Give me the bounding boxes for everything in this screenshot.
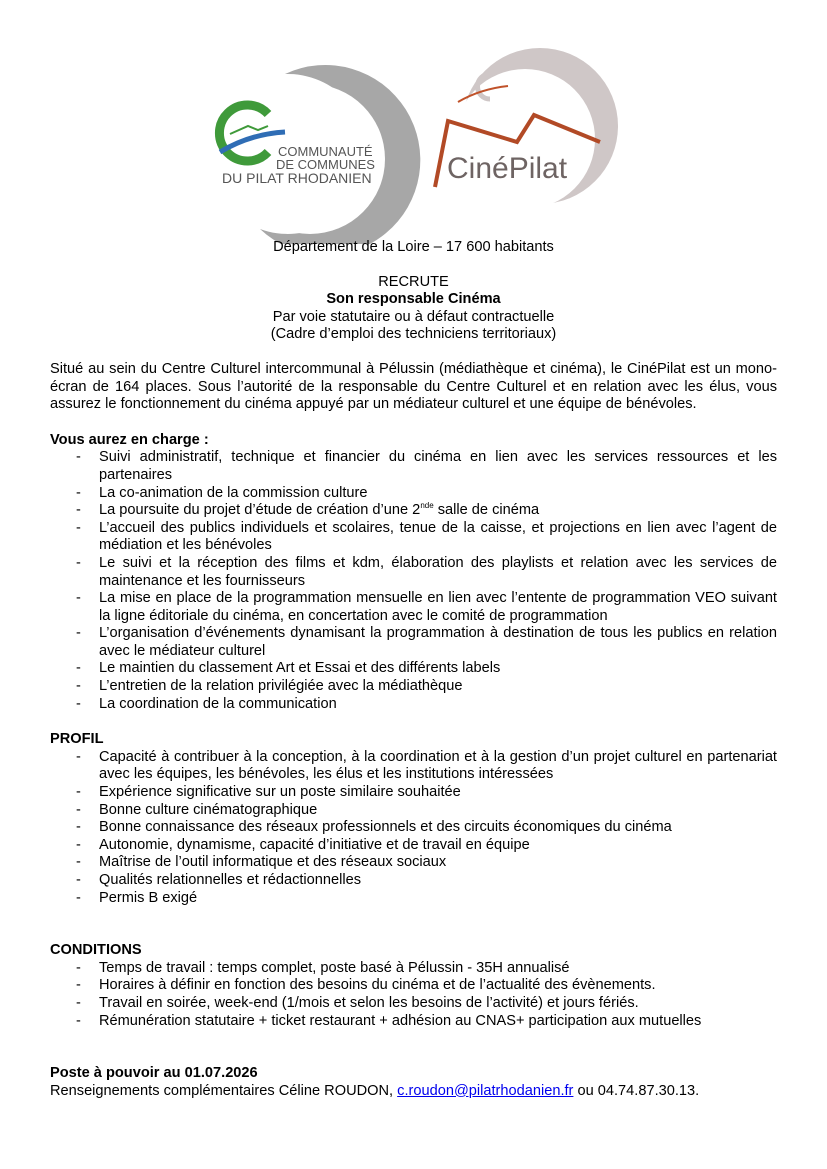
item-text: Expérience significative sur un poste similaire souhaitée bbox=[99, 784, 461, 801]
dash: - bbox=[76, 519, 81, 536]
conditions-heading-text: CONDITIONS bbox=[50, 942, 142, 959]
item-text: Suivi administratif, technique et financier du cinéma en lien avec les services ressources et les partenaires bbox=[99, 449, 777, 483]
dash: - bbox=[76, 1012, 81, 1029]
job-title-text: Son responsable Cinéma bbox=[326, 291, 501, 308]
item-text: Permis B exigé bbox=[99, 889, 198, 906]
dash: - bbox=[76, 554, 81, 571]
recrute-label: RECRUTE bbox=[378, 273, 449, 290]
contact-phone: ou 04.74.87.30.13. bbox=[573, 1082, 700, 1099]
list-item bbox=[50, 819, 777, 837]
item-text: L’organisation d’événements dynamisant la programmation à destination de tous les publics en relation avec le médiateur culturel bbox=[99, 625, 777, 659]
intro-paragraph: Situé au sein du Centre Culturel intercommunal à Pélussin (médiathèque et cinéma), le CinéPilat est un mono-écran de 164 places. Sous l’autorité de la responsable du Centre Culturel et en relation avec les élus, vous assurez le fonctionnement du cinéma appuyé par un médiateur culturel et une équipe de bénévoles. bbox=[50, 360, 777, 413]
ccpr-logo bbox=[219, 65, 420, 244]
dash: - bbox=[76, 872, 81, 888]
dash: - bbox=[76, 854, 81, 871]
profil-list bbox=[50, 749, 777, 907]
list-item bbox=[50, 960, 777, 978]
logos bbox=[210, 44, 630, 244]
item-text: Bonne connaissance des réseaux professionnels et des circuits économiques du cinéma bbox=[99, 819, 672, 836]
item-text: Travail en soirée, week-end (1/mois et selon les besoins de l’activité) et jours fériés. bbox=[99, 994, 639, 1011]
dash: - bbox=[76, 484, 81, 501]
svg-text:CinéPilat: CinéPilat bbox=[447, 152, 568, 185]
item-text: La mise en place de la programmation mensuelle en lien avec l’entente de programmation VEO suivant la ligne éditoriale du cinéma, en concertation avec le comité de programmation bbox=[99, 590, 777, 624]
conditions-list bbox=[50, 960, 777, 1030]
list-item bbox=[50, 872, 777, 890]
dash: - bbox=[76, 801, 81, 818]
list-item bbox=[50, 590, 777, 625]
item-text: La co-animation de la commission culture bbox=[99, 484, 368, 501]
list-item bbox=[50, 784, 777, 802]
dash: - bbox=[76, 836, 81, 853]
list-item bbox=[50, 555, 777, 590]
missions-list bbox=[50, 449, 777, 713]
item-text: La poursuite du projet d’étude de création d’une 2 bbox=[99, 502, 421, 519]
cadre: (Cadre d’emploi des techniciens territoriaux) bbox=[270, 326, 557, 343]
list-item bbox=[50, 449, 777, 484]
conditions-heading bbox=[50, 942, 777, 960]
item-text: La coordination de la communication bbox=[99, 695, 337, 712]
svg-text:DE COMMUNES: DE COMMUNES bbox=[276, 157, 375, 172]
list-item bbox=[50, 502, 777, 520]
item-text: L’accueil des publics individuels et scolaires, tenue de la caisse, et projections en lien avec l’agent de médiation et les bénévoles bbox=[99, 519, 777, 554]
missions-heading bbox=[50, 432, 777, 450]
recruitment-mode: Par voie statutaire ou à défaut contractuelle bbox=[272, 308, 555, 325]
dash: - bbox=[76, 449, 81, 466]
missions-heading-text: Vous aurez en charge : bbox=[50, 431, 209, 448]
dash: - bbox=[76, 590, 81, 607]
svg-text:DU PILAT RHODANIEN: DU PILAT RHODANIEN bbox=[222, 170, 372, 186]
superscript: nde bbox=[420, 501, 434, 511]
cinepilat-logo bbox=[435, 48, 618, 209]
document-body bbox=[50, 239, 777, 1100]
item-text: Le maintien du classement Art et Essai et des différents labels bbox=[99, 660, 501, 677]
item-text: Qualités relationnelles et rédactionnelles bbox=[99, 872, 362, 888]
job-title bbox=[50, 291, 777, 309]
list-item bbox=[50, 678, 777, 696]
dash: - bbox=[76, 748, 81, 765]
dash: - bbox=[76, 660, 81, 677]
dash: - bbox=[76, 784, 81, 801]
item-text: salle de cinéma bbox=[433, 502, 540, 519]
subtitle: Département de la Loire – 17 600 habitants bbox=[273, 239, 554, 255]
profil-heading-text: PROFIL bbox=[50, 731, 104, 748]
profil-heading bbox=[50, 731, 777, 749]
item-text: Autonomie, dynamisme, capacité d’initiative et de travail en équipe bbox=[99, 836, 530, 853]
list-item bbox=[50, 890, 777, 908]
dash: - bbox=[76, 959, 81, 976]
dash: - bbox=[76, 977, 81, 994]
item-text: Le suivi et la réception des films et kdm, élaboration des playlists et relation avec les services de maintenance et les fournisseurs bbox=[99, 554, 777, 589]
list-item bbox=[50, 837, 777, 855]
item-text: Rémunération statutaire + ticket restaurant + adhésion au CNAS+ participation aux mutuelles bbox=[99, 1012, 702, 1029]
list-item bbox=[50, 485, 777, 503]
dash: - bbox=[76, 819, 81, 836]
item-text: Maîtrise de l’outil informatique et des réseaux sociaux bbox=[99, 854, 447, 871]
list-item bbox=[50, 802, 777, 820]
dash: - bbox=[76, 695, 81, 712]
list-item bbox=[50, 749, 777, 784]
list-item bbox=[50, 520, 777, 555]
start-date bbox=[50, 1065, 777, 1083]
list-item bbox=[50, 696, 777, 714]
list-item bbox=[50, 995, 777, 1013]
list-item bbox=[50, 1013, 777, 1031]
svg-text:COMMUNAUTÉ: COMMUNAUTÉ bbox=[278, 144, 373, 159]
item-text: Bonne culture cinématographique bbox=[99, 801, 318, 818]
dash: - bbox=[76, 502, 81, 519]
list-item bbox=[50, 660, 777, 678]
dash: - bbox=[76, 994, 81, 1011]
contact-prefix: Renseignements complémentaires Céline ROUDON, bbox=[50, 1082, 398, 1099]
list-item bbox=[50, 854, 777, 872]
start-date-text: Poste à pouvoir au 01.07.2026 bbox=[50, 1065, 258, 1082]
dash: - bbox=[76, 625, 81, 642]
contact-line bbox=[50, 1083, 777, 1101]
list-item bbox=[50, 625, 777, 660]
list-item bbox=[50, 977, 777, 995]
item-text: Capacité à contribuer à la conception, à la coordination et à la gestion d’un projet culturel en partenariat avec les équipes, les bénévoles, les élus et les institutions intéressées bbox=[99, 748, 777, 783]
email-link[interactable]: c.roudon@pilatrhodanien.fr bbox=[397, 1082, 574, 1099]
item-text: L’entretien de la relation privilégiée avec la médiathèque bbox=[99, 678, 463, 695]
item-text: Horaires à définir en fonction des besoins du cinéma et de l’actualité des évènements. bbox=[99, 977, 656, 994]
dash: - bbox=[76, 889, 81, 906]
item-text: Temps de travail : temps complet, poste basé à Pélussin - 35H annualisé bbox=[99, 959, 570, 976]
dash: - bbox=[76, 678, 81, 695]
